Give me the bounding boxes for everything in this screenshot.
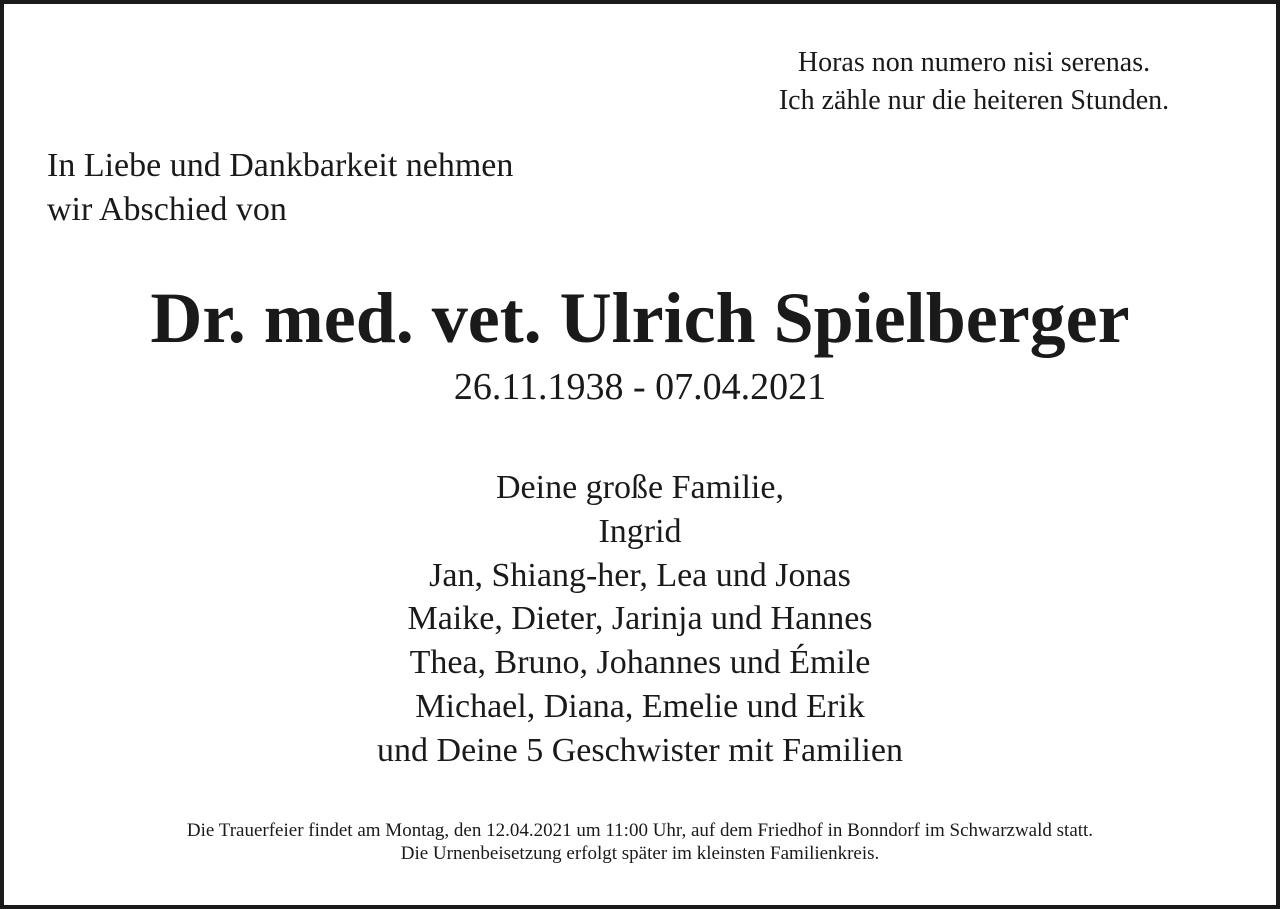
mourner-line: und Deine 5 Geschwister mit Familien [377, 731, 903, 769]
ceremony-line: Die Trauerfeier findet am Montag, den 12.04.2021 um 11:00 Uhr, auf dem Friedhof in Bonndorf im Schwarzwald statt. [186, 820, 1094, 841]
intro-text [47, 144, 513, 232]
life-dates: 26.11.1938 - 07.04.2021 [453, 366, 827, 408]
mourner-line: Michael, Diana, Emelie und Erik [415, 687, 865, 725]
motto-line-latin: Horas non numero nisi serenas. [797, 47, 1151, 78]
deceased-name: Dr. med. vet. Ulrich Spielberger [150, 278, 1130, 358]
intro-line-2: wir Abschied von [47, 191, 287, 228]
burial-line: Die Urnenbeisetzung erfolgt später im kleinsten Familienkreis. [400, 843, 880, 864]
mourner-line: Jan, Shiang-her, Lea und Jonas [429, 556, 851, 594]
mourner-line: Deine große Familie, [496, 469, 784, 506]
mourner-line: Ingrid [598, 512, 682, 550]
ceremony-info [4, 819, 1276, 865]
mourner-line: Thea, Bruno, Johannes und Émile [409, 644, 871, 682]
intro-line-1: In Liebe und Dankbarkeit nehmen [47, 147, 514, 184]
mourner-line: Maike, Dieter, Jarinja und Hannes [407, 600, 873, 638]
mourners-list [4, 466, 1276, 773]
motto-line-german: Ich zähle nur die heiteren Stunden. [778, 85, 1170, 116]
motto-quote [714, 44, 1234, 120]
